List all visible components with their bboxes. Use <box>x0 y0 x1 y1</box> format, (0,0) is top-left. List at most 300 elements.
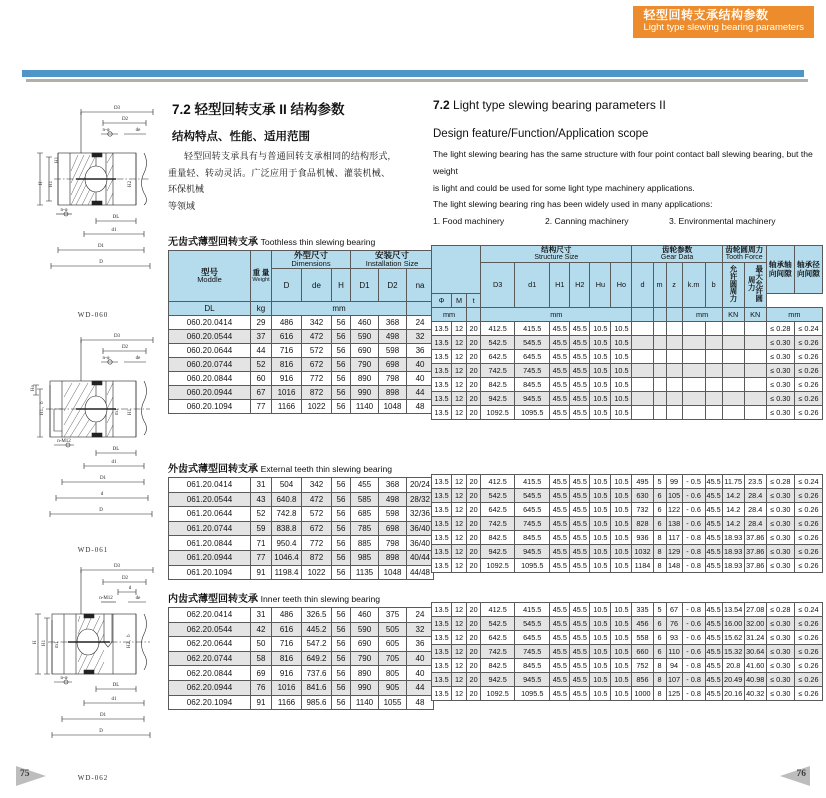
cell-M: 12 <box>452 559 467 573</box>
cell-t: 20 <box>467 687 481 701</box>
cell-d: 1184 <box>632 559 653 573</box>
cell-km: - 0.8 <box>682 603 705 617</box>
cell-d1: 785 <box>351 521 379 536</box>
th-d1: d1 <box>515 262 550 307</box>
cell-M: 12 <box>452 673 467 687</box>
svg-text:D2: D2 <box>121 576 129 581</box>
svg-text:H: H <box>39 181 44 185</box>
table-row <box>432 349 823 363</box>
cell-d1: 945.5 <box>515 391 550 405</box>
cell-fa <box>722 391 744 405</box>
cell-Ho: 10.5 <box>611 645 632 659</box>
parameters-table-header <box>431 245 823 420</box>
svg-text:D2: D2 <box>121 345 129 350</box>
svg-text:d1: d1 <box>111 697 117 702</box>
cell-H2: 45.5 <box>570 321 590 335</box>
cell-H2: 45.5 <box>570 377 590 391</box>
cell-Ho: 10.5 <box>611 363 632 377</box>
unit-mm-3: mm <box>682 307 722 321</box>
cell-H1: 45.5 <box>550 617 570 631</box>
cell-d: 838.8 <box>272 521 302 536</box>
page-number-left-text: 75 <box>20 769 30 779</box>
cell-de: 472 <box>302 330 332 344</box>
header-rule-bar <box>22 70 804 77</box>
cell-rd: ≤ 0.26 <box>794 545 822 559</box>
cell-z <box>666 349 682 363</box>
cell-b <box>705 335 722 349</box>
cell-fa: 13.54 <box>722 603 744 617</box>
th-H: H <box>332 269 351 302</box>
cell-phi: 13.5 <box>432 617 452 631</box>
cell-ax: ≤ 0.30 <box>766 673 794 687</box>
application-item-2: 2. Canning machinery <box>545 216 629 226</box>
table-row <box>169 478 434 493</box>
parameters-table-block-inner <box>431 602 823 701</box>
cell-t: 20 <box>467 363 481 377</box>
cell-d1: 790 <box>351 358 379 372</box>
caption-toothless-cn: 无齿式薄型回转支承 <box>168 237 258 248</box>
cell-z: 105 <box>666 489 682 503</box>
cell-d1: 460 <box>351 608 379 623</box>
cell-model: 061.20.0644 <box>169 507 251 522</box>
th-M: M <box>452 293 467 307</box>
cell-d: 1166 <box>272 400 302 414</box>
unit-kn-1: KN <box>722 307 744 321</box>
cell-fm: 40.32 <box>744 687 766 701</box>
cell-b: 45.5 <box>705 673 722 687</box>
cell-weight: 69 <box>251 666 272 681</box>
cell-h: 56 <box>332 386 351 400</box>
table-row <box>169 400 434 414</box>
cell-D3: 942.5 <box>481 545 515 559</box>
cell-ax: ≤ 0.30 <box>766 687 794 701</box>
cell-h: 56 <box>332 622 351 637</box>
svg-text:Ho: Ho <box>31 384 36 391</box>
cell-d1: 985 <box>351 550 379 565</box>
cell-D3: 742.5 <box>481 517 515 531</box>
cell-model: 062.20.0844 <box>169 666 251 681</box>
svg-text:de: de <box>135 356 141 361</box>
cell-fm: 23.5 <box>744 475 766 489</box>
cell-d1: 1095.5 <box>515 687 550 701</box>
cell-Ho: 10.5 <box>611 673 632 687</box>
cell-d: 950.4 <box>272 536 302 551</box>
parameters-table-block-external <box>431 474 823 573</box>
cell-model: 061.20.1094 <box>169 565 251 580</box>
cell-weight: 67 <box>251 386 272 400</box>
page-number-right-text: 76 <box>796 769 806 779</box>
cell-b: 45.5 <box>705 503 722 517</box>
cell-de: 649.2 <box>302 651 332 666</box>
caption-inner-cn: 内齿式薄型回转支承 <box>168 594 258 605</box>
cell-fa: 14.2 <box>722 517 744 531</box>
cell-d: 335 <box>632 603 653 617</box>
cell-weight: 52 <box>251 507 272 522</box>
cell-na: 36/40 <box>407 536 434 551</box>
cell-t: 20 <box>467 559 481 573</box>
cell-model: 061.20.0844 <box>169 536 251 551</box>
cell-h: 56 <box>332 400 351 414</box>
cell-fm: 31.24 <box>744 631 766 645</box>
cell-Hu: 10.5 <box>590 475 611 489</box>
cell-b: 45.5 <box>705 659 722 673</box>
cell-na: 24 <box>407 608 434 623</box>
cell-D3: 742.5 <box>481 645 515 659</box>
cell-d2: 368 <box>379 478 407 493</box>
cell-fa: 18.93 <box>722 531 744 545</box>
cell-z <box>666 377 682 391</box>
unit-mm-4: mm <box>766 307 822 321</box>
cell-ax: ≤ 0.30 <box>766 631 794 645</box>
cell-b: 45.5 <box>705 517 722 531</box>
cell-z: 117 <box>666 531 682 545</box>
cell-h: 56 <box>332 316 351 330</box>
th-model: 型号 Moddle <box>169 251 251 302</box>
table-row <box>432 531 823 545</box>
cell-phi: 13.5 <box>432 321 452 335</box>
cell-H2: 45.5 <box>570 687 590 701</box>
cell-D3: 542.5 <box>481 335 515 349</box>
cell-d1: 1135 <box>351 565 379 580</box>
cell-rd: ≤ 0.26 <box>794 349 822 363</box>
cell-weight: 31 <box>251 478 272 493</box>
table-row <box>432 475 823 489</box>
svg-text:d: d <box>100 492 104 497</box>
th-D1: D1 <box>351 269 379 302</box>
cell-D3: 1092.5 <box>481 559 515 573</box>
cell-z: 122 <box>666 503 682 517</box>
cell-d: 1032 <box>632 545 653 559</box>
th-Hu: Hu <box>590 262 611 307</box>
cell-na: 48 <box>407 400 434 414</box>
cell-fm: 28.4 <box>744 489 766 503</box>
cell-m <box>653 391 666 405</box>
cell-rd: ≤ 0.26 <box>794 405 822 419</box>
cell-fm <box>744 363 766 377</box>
cell-model: 060.20.0944 <box>169 386 251 400</box>
cell-Ho: 10.5 <box>611 503 632 517</box>
cell-H2: 45.5 <box>570 475 590 489</box>
cell-t: 20 <box>467 349 481 363</box>
cell-phi: 13.5 <box>432 503 452 517</box>
cell-b: 45.5 <box>705 559 722 573</box>
cell-d: 828 <box>632 517 653 531</box>
cell-d <box>632 391 653 405</box>
caption-inner-en: Inner teeth thin slewing bearing <box>260 594 381 604</box>
table-row <box>169 608 434 623</box>
cell-m: 6 <box>653 517 666 531</box>
cell-Ho: 10.5 <box>611 631 632 645</box>
cell-d: 486 <box>272 316 302 330</box>
cell-weight: 29 <box>251 316 272 330</box>
cell-m: 6 <box>653 503 666 517</box>
cell-d2: 798 <box>379 536 407 551</box>
table-row <box>169 622 434 637</box>
caption-external-cn: 外齿式薄型回转支承 <box>168 464 258 475</box>
cell-m <box>653 335 666 349</box>
cell-h: 56 <box>332 372 351 386</box>
cell-D3: 412.5 <box>481 321 515 335</box>
cell-h: 56 <box>332 550 351 565</box>
cell-de: 772 <box>302 372 332 386</box>
table-block-inner <box>168 590 434 710</box>
cell-km <box>682 405 705 419</box>
th-gear-group: 齿轮参数 Gear Data <box>632 246 722 263</box>
cell-phi: 13.5 <box>432 517 452 531</box>
cell-ax: ≤ 0.30 <box>766 645 794 659</box>
cell-km <box>682 349 705 363</box>
drawing-label-1: WD-061 <box>77 546 109 554</box>
cell-d: 616 <box>272 622 302 637</box>
th-dimensions-group: 外型尺寸 Dimensions <box>272 251 351 269</box>
page-banner <box>633 6 814 38</box>
section-subtitle-cn: 结构特点、性能、适用范围 <box>172 131 310 143</box>
cell-d1: 945.5 <box>515 545 550 559</box>
cell-na: 44/48 <box>407 565 434 580</box>
cell-d: 616 <box>272 330 302 344</box>
table-row <box>432 335 823 349</box>
svg-text:D: D <box>99 508 103 513</box>
cell-t: 20 <box>467 489 481 503</box>
body-paragraph-2: 等领域 <box>168 200 196 211</box>
caption-toothless <box>168 233 434 248</box>
cell-D3: 842.5 <box>481 377 515 391</box>
cell-H1: 45.5 <box>550 335 570 349</box>
cell-Ho: 10.5 <box>611 531 632 545</box>
cell-H2: 45.5 <box>570 405 590 419</box>
cell-rd: ≤ 0.26 <box>794 517 822 531</box>
cell-na: 36 <box>407 637 434 652</box>
cell-M: 12 <box>452 631 467 645</box>
cell-rd: ≤ 0.26 <box>794 687 822 701</box>
cell-phi: 13.5 <box>432 349 452 363</box>
cell-de: 672 <box>302 521 332 536</box>
cell-fm <box>744 405 766 419</box>
cell-b <box>705 321 722 335</box>
cell-weight: 77 <box>251 400 272 414</box>
svg-text:m1: m1 <box>115 408 120 415</box>
cell-D3: 412.5 <box>481 475 515 489</box>
cell-b: 45.5 <box>705 603 722 617</box>
cell-t: 20 <box>467 391 481 405</box>
unit-blank-z <box>666 307 682 321</box>
cell-Hu: 10.5 <box>590 377 611 391</box>
th-D: D <box>272 269 302 302</box>
cell-km: - 0.6 <box>682 503 705 517</box>
cell-ax: ≤ 0.30 <box>766 405 794 419</box>
cell-de: 445.2 <box>302 622 332 637</box>
drawing-wd-061 <box>18 323 168 554</box>
cell-d1: 745.5 <box>515 645 550 659</box>
page-number-right <box>768 764 812 788</box>
cell-d1: 590 <box>351 330 379 344</box>
cell-rd: ≤ 0.26 <box>794 617 822 631</box>
cell-Hu: 10.5 <box>590 349 611 363</box>
cell-ax: ≤ 0.30 <box>766 659 794 673</box>
application-item-1: 1. Food machinery <box>433 216 505 226</box>
cell-Ho: 10.5 <box>611 405 632 419</box>
cell-H2: 45.5 <box>570 559 590 573</box>
cell-fa: 14.2 <box>722 503 744 517</box>
cell-h: 56 <box>332 330 351 344</box>
cell-de: 672 <box>302 358 332 372</box>
cell-b: 45.5 <box>705 687 722 701</box>
cell-b: 45.5 <box>705 489 722 503</box>
cell-d: 558 <box>632 631 653 645</box>
cell-d1: 1140 <box>351 695 379 710</box>
cell-d: 486 <box>272 608 302 623</box>
cell-na: 36 <box>407 344 434 358</box>
cell-fa: 18.93 <box>722 559 744 573</box>
cell-H1: 45.5 <box>550 545 570 559</box>
cell-d: 1016 <box>272 680 302 695</box>
cell-t: 20 <box>467 531 481 545</box>
cell-Hu: 10.5 <box>590 391 611 405</box>
cell-phi: 13.5 <box>432 363 452 377</box>
cell-d2: 1055 <box>379 695 407 710</box>
cell-m: 8 <box>653 559 666 573</box>
cell-d: 856 <box>632 673 653 687</box>
cell-d2: 498 <box>379 492 407 507</box>
cell-H2: 45.5 <box>570 673 590 687</box>
cell-H1: 45.5 <box>550 517 570 531</box>
section-title-en <box>433 98 666 112</box>
cell-de: 841.6 <box>302 680 332 695</box>
cell-H2: 45.5 <box>570 363 590 377</box>
cell-z: 129 <box>666 545 682 559</box>
cell-de: 472 <box>302 492 332 507</box>
cell-d2: 898 <box>379 550 407 565</box>
cell-d: 640.8 <box>272 492 302 507</box>
th-max-force: 最大允许圆周力 <box>744 262 766 307</box>
cell-z: 125 <box>666 687 682 701</box>
th-tooth-force-group: 齿轮圆周力 Tooth Force <box>722 246 766 263</box>
svg-text:n-φ: n-φ <box>102 128 110 133</box>
cell-weight: 77 <box>251 550 272 565</box>
cell-d <box>632 321 653 335</box>
cell-de: 547.2 <box>302 637 332 652</box>
cell-ax: ≤ 0.28 <box>766 475 794 489</box>
cell-d: 1046.4 <box>272 550 302 565</box>
table-row <box>169 358 434 372</box>
table-row <box>432 603 823 617</box>
cell-d: 716 <box>272 637 302 652</box>
cell-km: - 0.8 <box>682 673 705 687</box>
th-z: z <box>666 262 682 307</box>
cell-d <box>632 335 653 349</box>
cell-phi: 13.5 <box>432 335 452 349</box>
cell-Hu: 10.5 <box>590 673 611 687</box>
unit-blank <box>407 302 434 316</box>
cell-de: 1022 <box>302 565 332 580</box>
table-row <box>432 659 823 673</box>
cell-ax: ≤ 0.30 <box>766 363 794 377</box>
cell-model: 062.20.1094 <box>169 695 251 710</box>
cell-d1: 415.5 <box>515 475 550 489</box>
cell-H1: 45.5 <box>550 645 570 659</box>
cell-Hu: 10.5 <box>590 545 611 559</box>
cell-phi: 13.5 <box>432 687 452 701</box>
section-body-cn <box>168 148 390 215</box>
cell-model: 060.20.0644 <box>169 344 251 358</box>
cell-Ho: 10.5 <box>611 617 632 631</box>
unit-weight: kg <box>251 302 272 316</box>
cell-phi: 13.5 <box>432 631 452 645</box>
cell-model: 061.20.0414 <box>169 478 251 493</box>
cell-b: 45.5 <box>705 631 722 645</box>
cell-rd: ≤ 0.24 <box>794 475 822 489</box>
cell-km: - 0.6 <box>682 617 705 631</box>
cell-H1: 45.5 <box>550 475 570 489</box>
cell-z: 138 <box>666 517 682 531</box>
cell-phi: 13.5 <box>432 673 452 687</box>
th-allowed-force: 允许圆周力 <box>722 262 744 307</box>
table-row <box>169 372 434 386</box>
cell-d2: 805 <box>379 666 407 681</box>
banner-title-cn: 轻型回转支承结构参数 <box>643 8 769 22</box>
cell-t: 20 <box>467 377 481 391</box>
cell-M: 12 <box>452 645 467 659</box>
cell-weight: 91 <box>251 695 272 710</box>
page-number-left <box>14 764 58 788</box>
cell-H1: 45.5 <box>550 503 570 517</box>
cell-Hu: 10.5 <box>590 517 611 531</box>
svg-text:H1: H1 <box>55 156 60 163</box>
cell-H2: 45.5 <box>570 603 590 617</box>
table-row <box>169 386 434 400</box>
cell-Ho: 10.5 <box>611 559 632 573</box>
cell-km: - 0.5 <box>682 475 705 489</box>
section-title-cn: 7.2 轻型回转支承 II 结构参数 <box>172 102 345 117</box>
cell-weight: 59 <box>251 521 272 536</box>
cell-M: 12 <box>452 405 467 419</box>
cell-M: 12 <box>452 335 467 349</box>
cell-M: 12 <box>452 363 467 377</box>
svg-text:H2、b: H2、b <box>127 634 132 648</box>
cell-d1: 845.5 <box>515 531 550 545</box>
cell-z <box>666 405 682 419</box>
cell-km <box>682 335 705 349</box>
th-D3: D3 <box>481 262 515 307</box>
cell-fa: 16.00 <box>722 617 744 631</box>
cell-fm: 28.4 <box>744 503 766 517</box>
cell-d1: 590 <box>351 622 379 637</box>
cell-D3: 942.5 <box>481 673 515 687</box>
cell-D3: 842.5 <box>481 531 515 545</box>
body-paragraph-1: 轻型回转支承具有与普通回转支承相同的结构形式,重量轻、转动灵活。广泛应用于食品机械、灌装机械、环保机械 <box>168 151 390 195</box>
cell-t: 20 <box>467 475 481 489</box>
cell-H1: 45.5 <box>550 603 570 617</box>
cell-H2: 45.5 <box>570 631 590 645</box>
cell-D3: 1092.5 <box>481 405 515 419</box>
cell-km: - 0.8 <box>682 659 705 673</box>
cell-m: 8 <box>653 659 666 673</box>
cell-fa: 20.49 <box>722 673 744 687</box>
unit-blank-m <box>653 307 666 321</box>
table-row <box>169 680 434 695</box>
section-subtitle-en: Design feature/Function/Application scope <box>433 128 649 140</box>
cell-M: 12 <box>452 475 467 489</box>
cell-d1: 545.5 <box>515 335 550 349</box>
cell-h: 56 <box>332 344 351 358</box>
cell-model: 062.20.0544 <box>169 622 251 637</box>
cell-na: 36/40 <box>407 521 434 536</box>
cell-M: 12 <box>452 687 467 701</box>
cell-t: 20 <box>467 517 481 531</box>
cell-d2: 898 <box>379 386 407 400</box>
cell-d2: 505 <box>379 622 407 637</box>
cell-b: 45.5 <box>705 545 722 559</box>
